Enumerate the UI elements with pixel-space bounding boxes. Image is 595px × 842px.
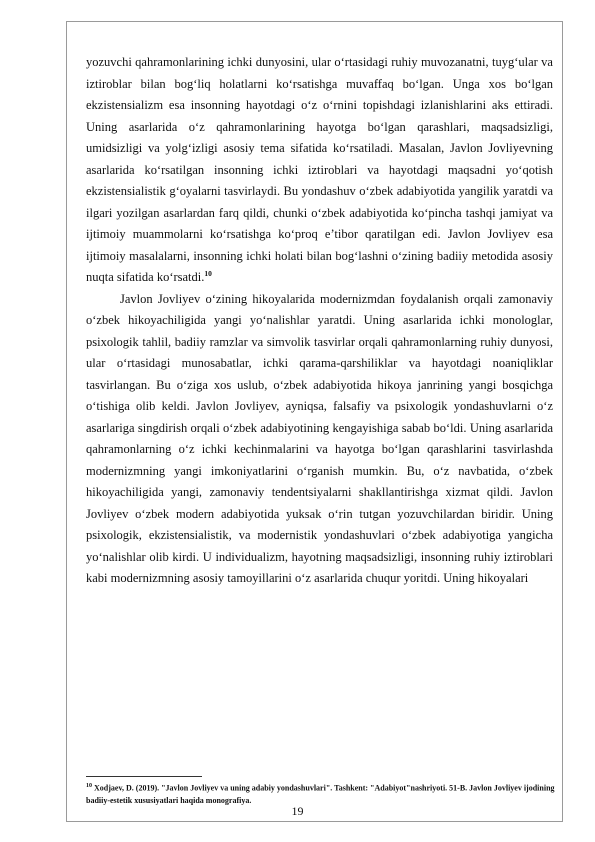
footnote-number: 10 bbox=[86, 783, 92, 789]
page-number: 19 bbox=[291, 804, 304, 818]
footnote-reference[interactable]: 10 bbox=[204, 268, 212, 278]
footnote-separator bbox=[86, 776, 202, 777]
body-text bbox=[86, 52, 553, 590]
paragraph-1 bbox=[86, 52, 553, 289]
paragraph-1-text: yozuvchi qahramonlarining ichki dunyosini, ular o‘rtasidagi ruhiy muvozanatni, tuyg‘ular va iztiroblar bilan bog‘liq holatlarni ko‘rsatishga muvaffaq bo‘lgan. Unga xos bo‘lgan ekzistensializm esa insonning hayotdagi o‘z o‘rnini topishdagi izlanishlarini aks ettiradi. Uning asarlarida o‘z qahramonlarining hayotga bo‘lgan qarashlari, maqsadsizligi, umidsizligi va yolg‘izligi asosiy tema sifatida ko‘rsatiladi. Masalan, Javlon Jovliyevning asarlarida ko‘rsatilgan insonning ichki iztiroblari va hayotdagi maqsadni yo‘qotish ekzistensialistik g‘oyalarni tasvirlaydi. Bu yondashuv o‘zbek adabiyotida yangilik yaratdi va ilgari yozilgan asarlardan farq qildi, chunki o‘zbek adabiyotida ko‘pincha tashqi jamiyat va ijtimoiy muammolarni ko‘rsatishga ko‘proq e’tibor qaratilgan edi. Javlon Jovliyev esa ijtimoiy masalalarni, insonning ichki holati bilan bog‘lashni o‘zining badiiy metodida asosiy nuqta sifatida ko‘rsatdi. bbox=[86, 55, 553, 284]
footnote bbox=[86, 780, 556, 807]
paragraph-2: Javlon Jovliyev o‘zining hikoyalarida modernizmdan foydalanish orqali zamonaviy o‘zbek hikoyachiligida yangi yo‘nalishlar yaratdi. Uning asarlarida ichki monologlar, psixologik tahlil, badiiy ramzlar va simvolik tasvirlar orqali qahramonlarning ruhiy dunyosi, ular o‘rtasidagi munosabatlar, ichki qarama-qarshiliklar va hayotdagi noaniqliklar tasvirlangan. Bu o‘ziga xos uslub, o‘zbek adabiyotida hikoya janrining yangi bosqichga o‘tishiga olib keldi. Javlon Jovliyev, ayniqsa, falsafiy va psixologik yondashuvlarni o‘z asarlariga singdirish orqali o‘zbek adabiyotining kengayishiga sabab bo‘ldi. Uning asarlarida qahramonlarning o‘z ichki kechinmalarini va hayotga bo‘lgan qarashlarini tasvirlashda modernizmning yangi imkoniyatlarini o‘rganish mumkin. Bu, o‘z navbatida, o‘zbek hikoyachiligida yangi, zamonaviy tendentsiyalarni shakllantirishga xizmat qildi. Javlon Jovliyev o‘zbek modern adabiyotida yuksak o‘rin tutgan yozuvchilardan biridir. Uning psixologik, ekzistensialistik, va modernistik yondashuvlari o‘zbek adabiyotiga yangicha yo‘nalishlar olib kirdi. U individualizm, hayotning maqsadsizligi, insonning ruhiy iztiroblari kabi modernizmning asosiy tamoyillarini o‘z asarlarida chuqur yoritdi. Uning hikoyalari bbox=[86, 291, 553, 585]
footnote-text: Xodjaev, D. (2019). "Javlon Jovliyev va uning adabiy yondashuvlari". Tashkent: "Adabiyot"nashriyoti. 51-B. Javlon Jovliyev ijodining badiiy-estetik xususiyatlari haqida monografiya. bbox=[86, 783, 555, 805]
